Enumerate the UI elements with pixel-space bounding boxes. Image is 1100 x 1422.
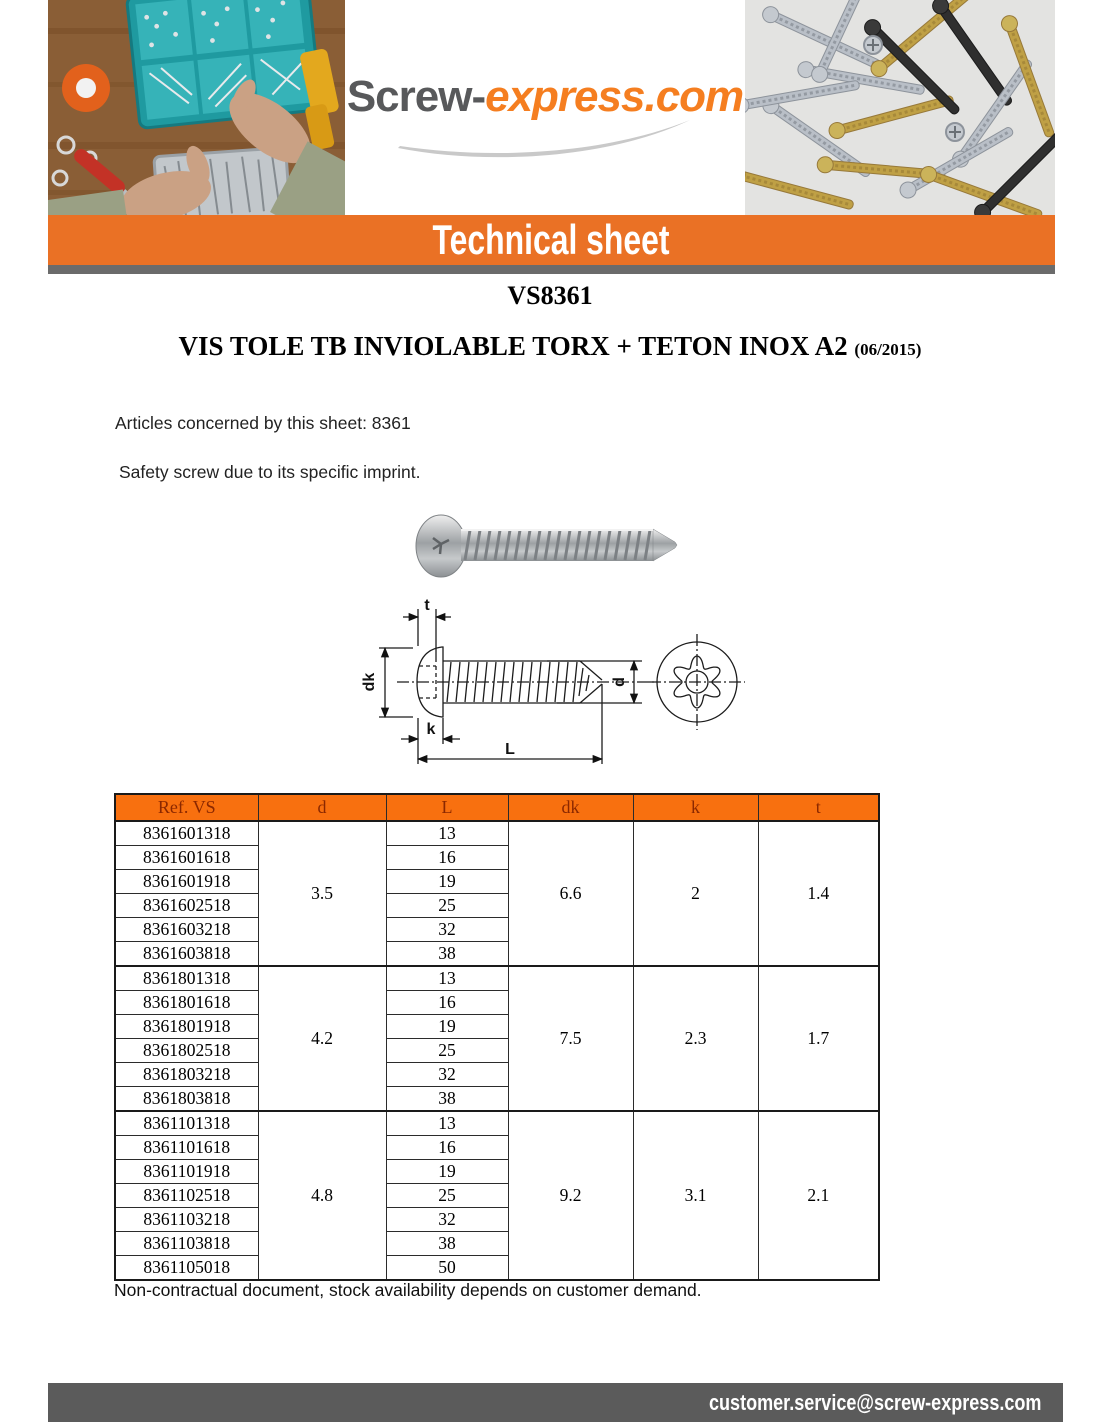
table-cell: 8361801618 xyxy=(115,991,258,1015)
table-cell: 8361103218 xyxy=(115,1208,258,1232)
table-cell: 3.1 xyxy=(633,1111,758,1280)
dimension-drawing xyxy=(355,596,795,781)
document-code: VS8361 xyxy=(507,281,593,310)
workbench-photo-art xyxy=(48,0,345,215)
table-cell: 16 xyxy=(386,991,508,1015)
table-cell: 13 xyxy=(386,821,508,846)
document-title-text: VIS TOLE TB INVIOLABLE TORX + TETON INOX A2 xyxy=(178,331,855,361)
table-cell: 13 xyxy=(386,1111,508,1136)
table-cell: 25 xyxy=(386,1039,508,1063)
footer-bar xyxy=(48,1383,1063,1422)
table-row xyxy=(115,821,879,846)
table-cell: 50 xyxy=(386,1256,508,1281)
dimension-drawing-art xyxy=(355,596,795,776)
screws-photo-art xyxy=(745,0,1055,215)
table-cell: 8361801918 xyxy=(115,1015,258,1039)
table-cell: 38 xyxy=(386,1232,508,1256)
table-cell: 8361601918 xyxy=(115,870,258,894)
footnote: Non-contractual document, stock availability depends on customer demand. xyxy=(114,1280,702,1300)
table-cell: 8361802518 xyxy=(115,1039,258,1063)
table-row xyxy=(115,966,879,991)
banner-title: Technical sheet xyxy=(432,216,671,263)
table-cell: 8361803218 xyxy=(115,1063,258,1087)
table-cell: 32 xyxy=(386,918,508,942)
dim-label-t: t xyxy=(424,597,430,614)
column-header: k xyxy=(633,794,758,821)
column-header: Ref. VS xyxy=(115,794,258,821)
table-cell: 8361803818 xyxy=(115,1087,258,1112)
table-cell: 6.6 xyxy=(508,821,633,966)
table-cell: 1.4 xyxy=(758,821,879,966)
table-cell: 25 xyxy=(386,1184,508,1208)
document-title xyxy=(0,331,1100,362)
table-cell: 16 xyxy=(386,846,508,870)
table-cell: 8361103818 xyxy=(115,1232,258,1256)
table-cell: 8361801318 xyxy=(115,966,258,991)
table-cell: 2 xyxy=(633,821,758,966)
dim-label-d: d xyxy=(611,677,628,687)
product-photo xyxy=(403,502,693,595)
table-cell: 9.2 xyxy=(508,1111,633,1280)
table-cell: 4.8 xyxy=(258,1111,386,1280)
table-cell: 38 xyxy=(386,1087,508,1112)
spec-table-head-row xyxy=(115,794,879,821)
table-cell: 32 xyxy=(386,1063,508,1087)
table-row xyxy=(115,1111,879,1136)
workbench-photo xyxy=(48,0,345,215)
table-cell: 1.7 xyxy=(758,966,879,1111)
spec-table xyxy=(114,793,880,1281)
revision-label: (06/2015) xyxy=(854,340,922,359)
logo-text-dark: Screw- xyxy=(346,72,486,121)
table-cell: 2.3 xyxy=(633,966,758,1111)
header xyxy=(48,0,1055,215)
brand-logo xyxy=(345,0,745,215)
spec-table-body xyxy=(115,821,879,1280)
logo-text-orange: express.com xyxy=(485,72,744,121)
table-cell: 8361101918 xyxy=(115,1160,258,1184)
table-cell: 3.5 xyxy=(258,821,386,966)
table-cell: 32 xyxy=(386,1208,508,1232)
table-cell: 19 xyxy=(386,1160,508,1184)
table-cell: 8361602518 xyxy=(115,894,258,918)
column-header: d xyxy=(258,794,386,821)
column-header: L xyxy=(386,794,508,821)
articles-note: Articles concerned by this sheet: 8361 xyxy=(115,413,411,433)
column-header: t xyxy=(758,794,879,821)
dim-label-k: k xyxy=(426,721,436,738)
table-cell: 19 xyxy=(386,870,508,894)
technical-sheet-banner xyxy=(48,215,1055,265)
table-cell: 2.1 xyxy=(758,1111,879,1280)
column-header: dk xyxy=(508,794,633,821)
table-cell: 8361603818 xyxy=(115,942,258,967)
table-cell: 8361102518 xyxy=(115,1184,258,1208)
table-cell: 8361603218 xyxy=(115,918,258,942)
logo-text xyxy=(345,72,745,122)
divider-bar xyxy=(48,265,1055,274)
table-cell: 8361601618 xyxy=(115,846,258,870)
contact-email: customer.service@screw-express.com xyxy=(708,1389,1041,1415)
table-cell: 8361101318 xyxy=(115,1111,258,1136)
table-cell: 8361601318 xyxy=(115,821,258,846)
table-cell: 19 xyxy=(386,1015,508,1039)
screws-photo xyxy=(745,0,1055,215)
safety-note: Safety screw due to its specific imprint. xyxy=(119,462,421,482)
table-cell: 16 xyxy=(386,1136,508,1160)
table-cell: 7.5 xyxy=(508,966,633,1111)
dim-label-dk: dk xyxy=(361,672,378,692)
table-cell: 8361101618 xyxy=(115,1136,258,1160)
table-cell: 13 xyxy=(386,966,508,991)
dim-label-L: L xyxy=(505,741,515,758)
table-cell: 25 xyxy=(386,894,508,918)
table-cell: 4.2 xyxy=(258,966,386,1111)
screw-photo-art xyxy=(403,502,693,590)
table-cell: 38 xyxy=(386,942,508,967)
table-cell: 8361105018 xyxy=(115,1256,258,1281)
